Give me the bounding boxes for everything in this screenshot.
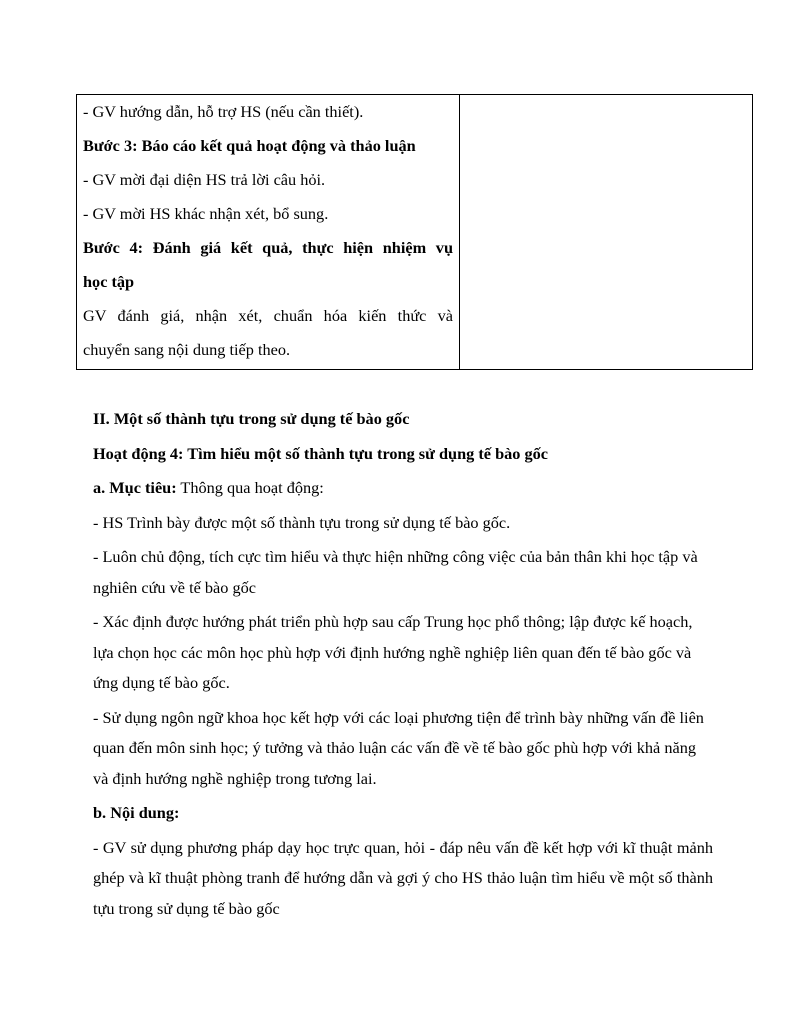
table-line: chuyển sang nội dung tiếp theo. xyxy=(83,340,291,359)
table-line: - GV mời đại diện HS trả lời câu hỏi. xyxy=(83,170,326,189)
table-left-cell xyxy=(77,95,460,369)
activity-heading: Hoạt động 4: Tìm hiểu một số thành tựu trong sử dụng tế bào gốc xyxy=(93,443,548,463)
section-body xyxy=(93,404,713,924)
step-4-heading: Bước 4: Đánh giá kết quả, thực hiện nhiệm vụ xyxy=(83,238,453,257)
procedure-table xyxy=(76,94,753,370)
table-right-cell xyxy=(460,95,752,369)
objective-item: - Sử dụng ngôn ngữ khoa học kết hợp với các loại phương tiện để trình bày những vấn đề liên quan đến môn sinh học; ý tưởng và thảo luận các vấn đề về tế bào gốc phù hợp với khả năng và định hướng nghề nghiệp trong tương lai. xyxy=(93,707,704,788)
objective-item: - HS Trình bày được một số thành tựu trong sử dụng tế bào gốc. xyxy=(93,512,511,532)
content-label: b. Nội dung: xyxy=(93,803,180,822)
step-4-heading-cont: học tập xyxy=(83,272,135,291)
objective-item: - Luôn chủ động, tích cực tìm hiểu và thực hiện những công việc của bản thân khi học tập và nghiên cứu về tế bào gốc xyxy=(93,547,698,597)
table-line: GV đánh giá, nhận xét, chuẩn hóa kiến thức và xyxy=(83,306,453,325)
objective-label: a. Mục tiêu: xyxy=(93,478,177,497)
table-line: - GV mời HS khác nhận xét, bổ sung. xyxy=(83,204,329,223)
section-heading: II. Một số thành tựu trong sử dụng tế bào gốc xyxy=(93,409,410,428)
step-3-heading: Bước 3: Báo cáo kết quả hoạt động và thảo luận xyxy=(83,136,416,155)
objective-line xyxy=(93,473,713,504)
content-text: - GV sử dụng phương pháp dạy học trực quan, hỏi - đáp nêu vấn đề kết hợp với kĩ thuật mảnh ghép và kĩ thuật phòng tranh để hướng dẫn và gợi ý cho HS thảo luận tìm hiểu về một số thành tựu trong sử dụng tế bào gốc xyxy=(93,837,713,918)
objective-item: - Xác định được hướng phát triển phù hợp sau cấp Trung học phổ thông; lập được kế hoạch, lựa chọn học các môn học phù hợp với định hướng nghề nghiệp liên quan đến tế bào gốc và ứng dụng tế bào gốc. xyxy=(93,612,693,692)
table-line: - GV hướng dẫn, hỗ trợ HS (nếu cần thiết). xyxy=(83,102,364,121)
objective-text: Thông qua hoạt động: xyxy=(176,478,324,497)
